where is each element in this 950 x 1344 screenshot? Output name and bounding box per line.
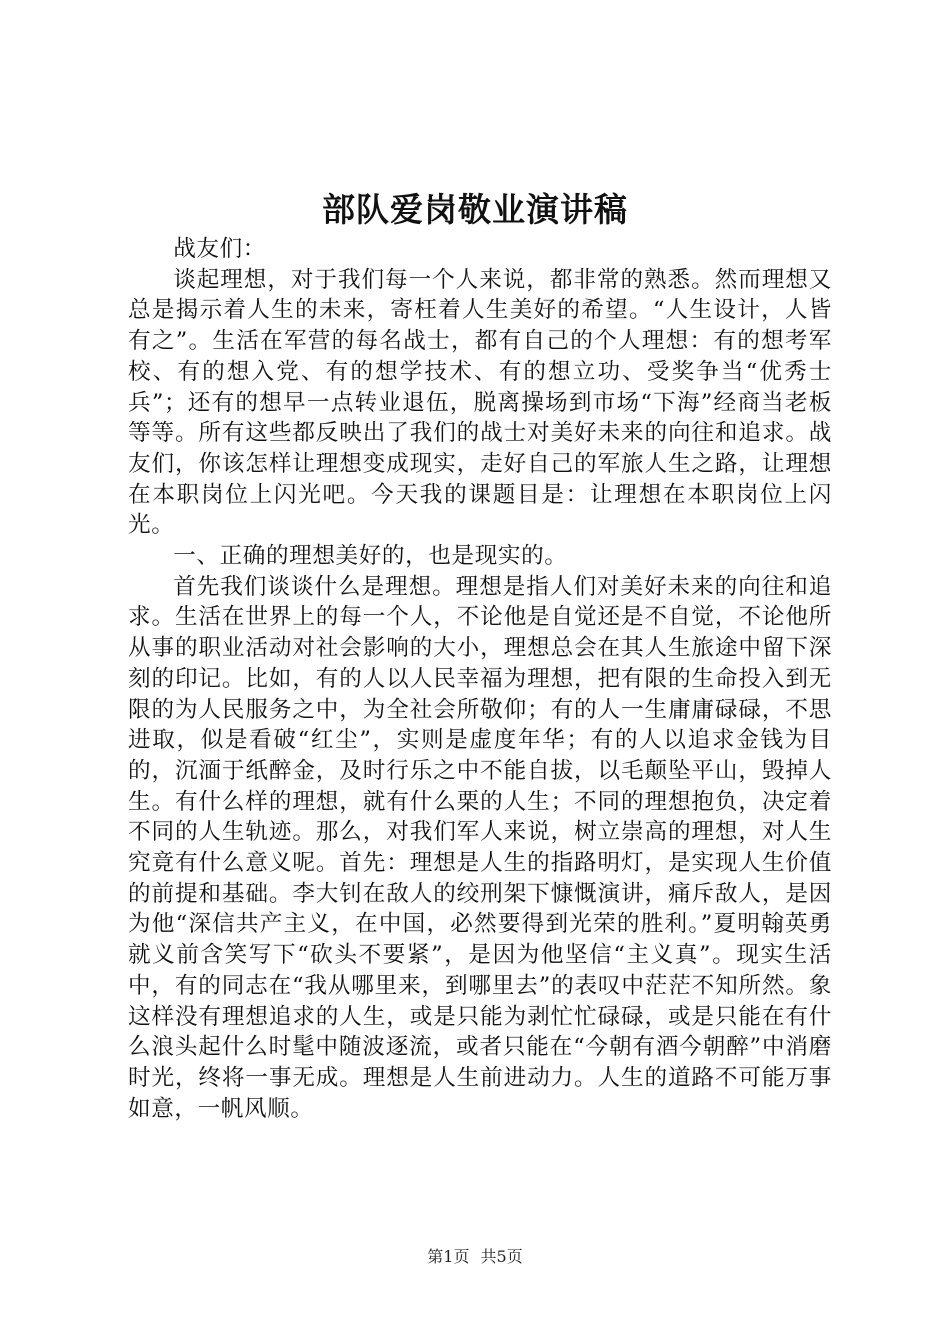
page-footer xyxy=(0,1244,950,1267)
document-title: 部队爱岗敬业演讲稿 xyxy=(322,190,628,229)
section-heading: 一、正确的理想美好的，也是现实的。 xyxy=(173,543,568,570)
page-number: 第1页 xyxy=(427,1247,470,1266)
page-total: 共5页 xyxy=(480,1247,523,1266)
paragraph-intro: 谈起理想，对于我们每一个人来说，都非常的熟悉。然而理想又总是揭示着人生的未来，寄枉着人生美好的希望。“人生设计，人皆有之”。生活在军营的每名战士，都有自己的个人理想：有的想考军校、有的想入党、有的想学技术、有的想立功、受奖争当“优秀士兵”；还有的想早一点转业退伍，脱离操场到市场“下海”经商当老板等等。所有这些都反映出了我们的战士对美好未来的向往和追求。战友们，你该怎样让理想变成现实，走好自己的军旅人生之路，让理想在本职岗位上闪光吧。今天我的课题目是：让理想在本职岗位上闪光。 xyxy=(128,266,832,539)
paragraph-ideals: 首先我们谈谈什么是理想。理想是指人们对美好未来的向往和追求。生活在世界上的每一个人，不论他是自觉还是不自觉，不论他所从事的职业活动对社会影响的大小，理想总会在其人生旅途中留下深刻的印记。比如，有的人以人民幸福为理想，把有限的生命投入到无限的为人民服务之中，为全社会所敬仰；有的人一生庸庸碌碌，不思进取，似是看破“红尘”，实则是虚度年华；有的人以追求金钱为目的，沉湎于纸醉金，及时行乐之中不能自拔，以毛颠坠平山，毁掉人生。有什么样的理想，就有什么栗的人生；不同的理想抱负，决定着不同的人生轨迹。那么，对我们军人来说，树立崇高的理想，对人生究竟有什么意义呢。首先：理想是人生的指路明灯，是实现人生价值的前提和基础。李大钊在敌人的绞刑架下慷慨演讲，痛斥敌人，是因为他“深信共产主义，在中国，必然要得到光荣的胜利。”夏明翰英勇就义前含笑写下“砍头不要紧”，是因为他坚信“主义真”。现实生活中，有的同志在“我从哪里来，到哪里去”的表叹中茫茫不知所然。象这样没有理想追求的人生，或是只能为剥忙忙碌碌，或是只能在有什么浪头起什么时髦中随波逐流，或者只能在“今朝有酒今朝醉”中消磨时光，终将一事无成。理想是人生前进动力。人生的道路不可能万事如意，一帆风顺。 xyxy=(128,573,832,1122)
salutation: 战友们： xyxy=(173,236,266,262)
document-body xyxy=(128,234,832,1124)
